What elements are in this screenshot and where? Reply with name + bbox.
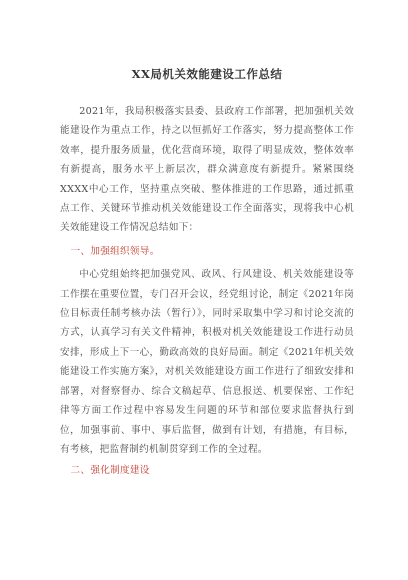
document-title: XX局机关效能建设工作总结 — [131, 67, 283, 81]
intro-paragraph: 2021年，我局积极落实县委、县政府工作部署，把加强机关效能建设作为重点工作，持之以恒抓好工作落实，努力提高整体工作效率，提升服务质量，优化营商环境，取得了明显成效，整体效率有新提高，服务水平上新层次，群众满意度有新提升。紧紧围绕XXXX中心工作，坚持重点突破、整体推进的工作思路，通过抓重点工作、关键环节推动机关效能建设工作全面落实，现将我中心机关效能建设工作情况总结如下： — [60, 106, 354, 234]
section-heading-system: 二、强化制度建设 — [70, 465, 150, 477]
section-heading-organization: 一、加强组织领导。 — [70, 245, 160, 257]
section-body-organization: 中心党组始终把加强党风、政风、行风建设、机关效能建设等工作摆在重要位置，专门召开会议，经党组讨论，制定《2021年岗位目标责任制考核办法（暂行）》，同时采取集中学习和讨论交流的方式，认真学习有关文件精神，积极对机关效能建设工作进行动员安排，形成上下一心，勤政高效的良好局面。制定《2021年机关效能建设工作实施方案》，对机关效能建设方面工作进行了细致安排和部署，对督察督办、综合文稿起草、信息报送、机要保密、工作纪律等方面工作过程中容易发生问题的环节和部位要求监督执行到位，加强事前、事中、事后监督，做到有计划，有措施，有目标，有考核，把监督制约机制贯穿到工作的全过程。 — [60, 269, 354, 455]
